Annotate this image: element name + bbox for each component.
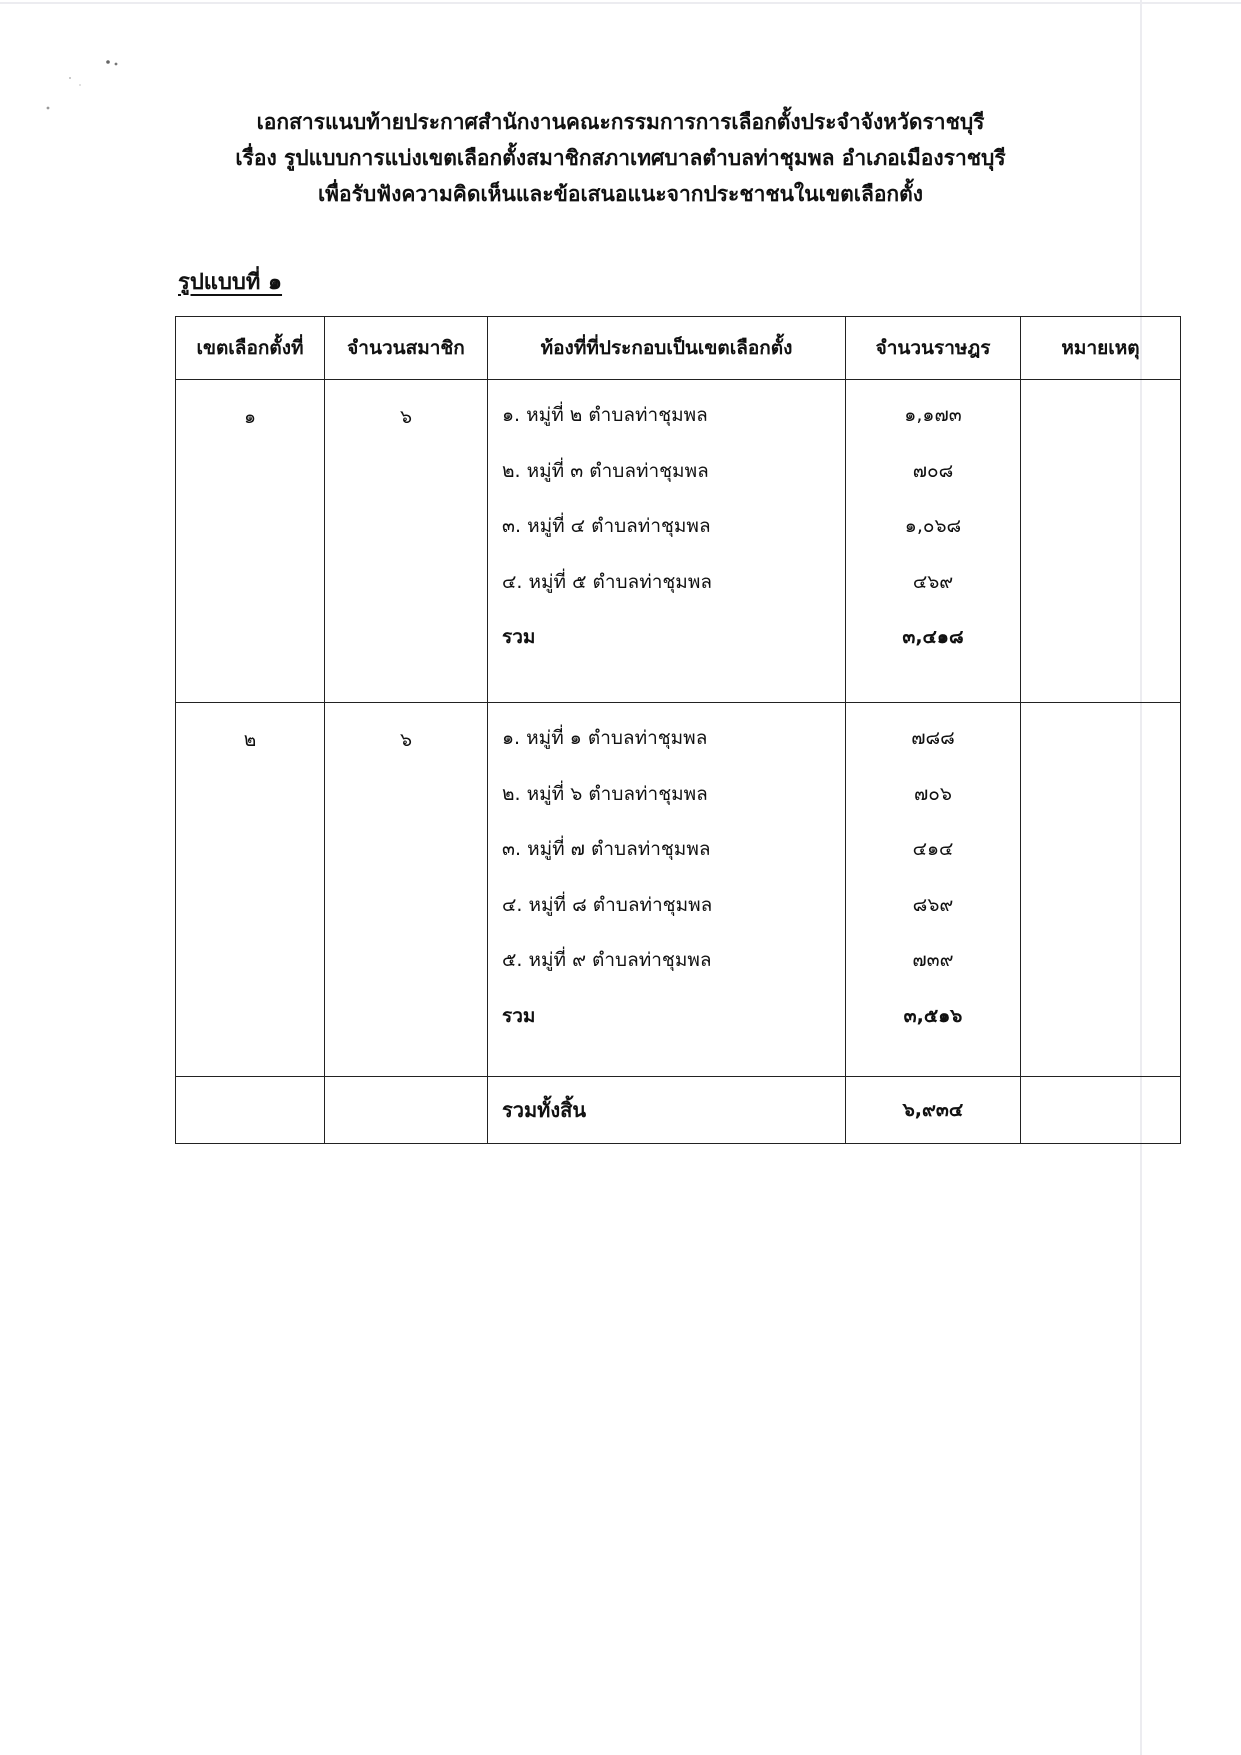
subtotal-label: รวม: [502, 626, 536, 648]
header-zone: เขตเลือกตั้งที่: [176, 317, 325, 380]
population-value: ๑,๐๖๘: [904, 515, 962, 537]
empty-cell: [176, 1077, 325, 1144]
area-item: ๒. หมู่ที่ ๖ ตำบลท่าชุมพล: [502, 782, 708, 805]
header-line-2: เรื่อง รูปแบบการแบ่งเขตเลือกตั้งสมาชิกสภาเทศบาลตำบลท่าชุมพล อำเภอเมืองราชบุรี: [235, 146, 1006, 170]
area-item: ๔. หมู่ที่ ๘ ตำบลท่าชุมพล: [502, 893, 713, 916]
note-cell: [1021, 703, 1181, 1077]
population-cell: [846, 703, 1021, 1077]
grand-total-row: [176, 1077, 1181, 1144]
area-cell: [488, 380, 846, 703]
zone-number-cell: [176, 380, 325, 703]
member-count: ๖: [399, 406, 413, 428]
population-value: ๗๘๘: [911, 727, 955, 749]
table-row: [176, 380, 1181, 703]
population-value: ๘๖๙: [912, 893, 954, 916]
header-line-3: เพื่อรับฟังความคิดเห็นและข้อเสนอแนะจากประชาชนในเขตเลือกตั้ง: [317, 182, 924, 206]
zone-number: ๑: [243, 406, 257, 428]
member-count-cell: [325, 380, 488, 703]
header-members: จำนวนสมาชิก: [325, 317, 488, 380]
population-value: ๔๖๙: [912, 570, 954, 593]
area-item: ๓. หมู่ที่ ๗ ตำบลท่าชุมพล: [502, 838, 711, 860]
member-count: ๖: [399, 729, 413, 751]
population-value: ๗๓๙: [912, 949, 954, 971]
section-title: รูปแบบที่ ๑: [178, 270, 283, 295]
area-cell: [488, 703, 846, 1077]
subtotal-value: ๓,๔๑๘: [902, 626, 964, 648]
election-zone-table: [175, 316, 1181, 1144]
scan-edge-top: [0, 2, 1241, 4]
note-cell: [1021, 380, 1181, 703]
header-area: ท้องที่ที่ประกอบเป็นเขตเลือกตั้ง: [488, 317, 846, 380]
population-cell: [846, 380, 1021, 703]
population-value: ๔๑๔: [912, 838, 954, 860]
header-population: จำนวนราษฎร: [846, 317, 1021, 380]
empty-cell: [325, 1077, 488, 1144]
subtotal-label: รวม: [502, 1004, 536, 1027]
header-note: หมายเหตุ: [1021, 317, 1181, 380]
population-value: ๗๐๖: [914, 782, 952, 805]
population-value: ๑,๑๗๓: [904, 404, 962, 426]
grand-total-label: รวมทั้งสิ้น: [502, 1098, 586, 1122]
area-item: ๒. หมู่ที่ ๓ ตำบลท่าชุมพล: [502, 459, 709, 482]
grand-total-label-cell: [488, 1077, 846, 1144]
area-item: ๔. หมู่ที่ ๕ ตำบลท่าชุมพล: [502, 570, 712, 593]
document-header: [0, 104, 1241, 212]
table-row: [176, 703, 1181, 1077]
area-item: ๑. หมู่ที่ ๒ ตำบลท่าชุมพล: [502, 404, 708, 426]
area-item: ๓. หมู่ที่ ๔ ตำบลท่าชุมพล: [502, 515, 711, 537]
table-header-row: [176, 317, 1181, 380]
member-count-cell: [325, 703, 488, 1077]
area-item: ๑. หมู่ที่ ๑ ตำบลท่าชุมพล: [502, 727, 708, 749]
subtotal-value: ๓,๕๑๖: [903, 1004, 963, 1027]
area-item: ๕. หมู่ที่ ๙ ตำบลท่าชุมพล: [502, 949, 712, 971]
grand-total-value-cell: [846, 1077, 1021, 1144]
grand-total-value: ๖,๙๓๔: [902, 1099, 964, 1121]
zone-number: ๒: [243, 729, 257, 751]
header-line-1: เอกสารแนบท้ายประกาศสำนักงานคณะกรรมการการเลือกตั้งประจำจังหวัดราชบุรี: [256, 110, 985, 134]
empty-cell: [1021, 1077, 1181, 1144]
zone-number-cell: [176, 703, 325, 1077]
population-value: ๗๐๘: [912, 459, 954, 482]
